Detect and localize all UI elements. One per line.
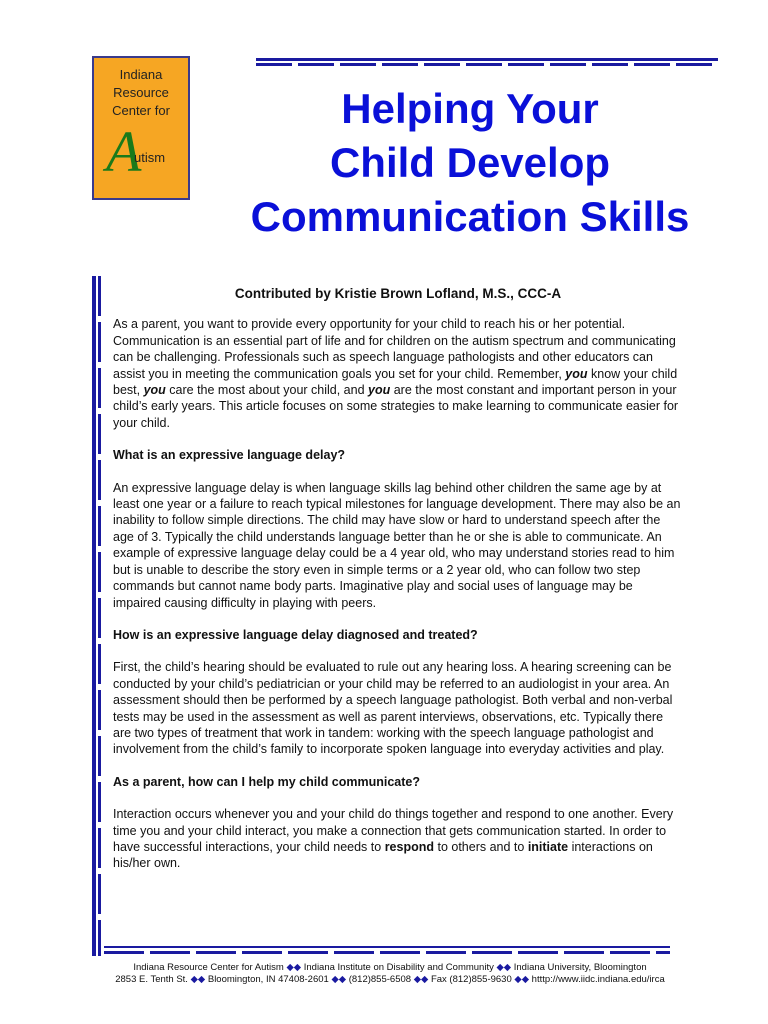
logo-line-3: Center for (112, 103, 170, 118)
section-1-body: An expressive language delay is when language skills lag behind other children the same age by at least one year or a failure to reach typical milestones for language development. There may also be an inability to follow simple directions. The child may have slow or hard to understand speech after the age of 3. Typically the child understands language better than he or she is able to communicate. An example of expressive language delay could be a 4 year old, who may understand stories read to him but is unable to describe the story even in simple terms or a 2 year old, who can follow two step commands but cannot name body parts. Imaginative play and social uses of language may be impaired causing difficulty in playing with peers. (113, 480, 681, 610)
footer-institute: Indiana Institute on Disability and Community (303, 962, 494, 973)
logo-autism-mark (94, 119, 188, 184)
footer-url[interactable]: htttp://www.iidc.indiana.edu/irca (531, 974, 665, 985)
intro-text-4: are the most constant and important person in your child’s early years. This article focuses on some strategies to make learning to communicate easier for your child. (113, 383, 679, 430)
section-3-respond: respond (384, 839, 434, 854)
footer (70, 962, 710, 986)
section-3-initiate: initiate (527, 839, 569, 854)
left-border (92, 276, 96, 956)
footer-phone: (812)855-6508 (348, 974, 412, 985)
section-3-heading: As a parent, how can I help my child communicate? (113, 774, 421, 789)
article-body (113, 286, 683, 888)
intro-paragraph (113, 316, 683, 431)
title-line-1: Helping Your (341, 85, 599, 132)
footer-university: Indiana University, Bloomington (513, 962, 647, 973)
title-line-3: Communication Skills (250, 193, 690, 240)
section-3-text-2: to others and to (434, 839, 528, 854)
top-divider (256, 58, 718, 61)
bottom-divider-dashed (104, 951, 670, 954)
section-2-body: First, the child’s hearing should be evaluated to rule out any hearing loss. A hearing screening can be conducted by your child’s pediatrician or your child may be referred to an audiologist in your area. An assessment should then be performed by a speech language pathologist. Both verbal and non-verbal tests may be used in the assessment as well as parent interviews, observations, etc. Typically there are two types of treatment that work in tandem: working with the speech language pathologist and involvement from the child’s family to incorporate spoken language into everyday activities and play. (113, 660, 673, 757)
section-3-text-3: interactions on his/her own. (113, 839, 653, 871)
intro-you-3: you (368, 383, 391, 398)
diamond-icon: ◆◆ (331, 974, 347, 985)
intro-text-1: As a parent, you want to provide every opportunity for your child to reach his or her potential. Communication is an essential part of life and for children on the autism spectrum and communicating can be challenging. Professionals such as speech language pathologists and other educators can assist you in meeting the communication goals you set for your child. Remember, (113, 317, 676, 381)
intro-text-3: care the most about your child, and (165, 383, 369, 398)
diamond-icon: ◆◆ (190, 974, 206, 985)
logo-line-2: Resource (113, 85, 169, 100)
contributor-line: Contributed by Kristie Brown Lofland, M.S., CCC-A (234, 286, 562, 301)
intro-text-2: know your child best, (113, 366, 678, 398)
intro-you-1: you (565, 366, 588, 381)
logo-line-1: Indiana (119, 67, 163, 82)
section-1-heading: What is an expressive language delay? (113, 448, 346, 463)
diamond-icon: ◆◆ (286, 962, 302, 973)
title-line-2: Child Develop (329, 139, 611, 186)
footer-fax: Fax (812)855-9630 (430, 974, 512, 985)
section-3-text-1: Interaction occurs whenever you and your child do things together and respond to one another. Every time you and your child interact, you make a connection that gets communication started. In order to have successful interactions, your child needs to (113, 807, 674, 854)
diamond-icon: ◆◆ (496, 962, 512, 973)
logo-a-letter: A (106, 119, 142, 184)
page-title (196, 82, 744, 244)
bottom-divider (104, 946, 670, 948)
footer-city: Bloomington, IN 47408-2601 (207, 974, 329, 985)
logo-utism-text: utism (134, 150, 166, 165)
section-2-heading: How is an expressive language delay diagnosed and treated? (113, 627, 478, 642)
section-3-body (113, 806, 683, 872)
intro-you-2: you (143, 383, 166, 398)
footer-street: 2853 E. Tenth St. (115, 974, 188, 985)
footer-line-1 (70, 962, 710, 974)
left-border-dashed (98, 276, 101, 956)
diamond-icon: ◆◆ (514, 974, 530, 985)
irca-logo (92, 56, 190, 200)
footer-org: Indiana Resource Center for Autism (133, 962, 284, 973)
top-divider-dashed (256, 63, 718, 66)
footer-line-2 (70, 974, 710, 986)
diamond-icon: ◆◆ (413, 974, 429, 985)
